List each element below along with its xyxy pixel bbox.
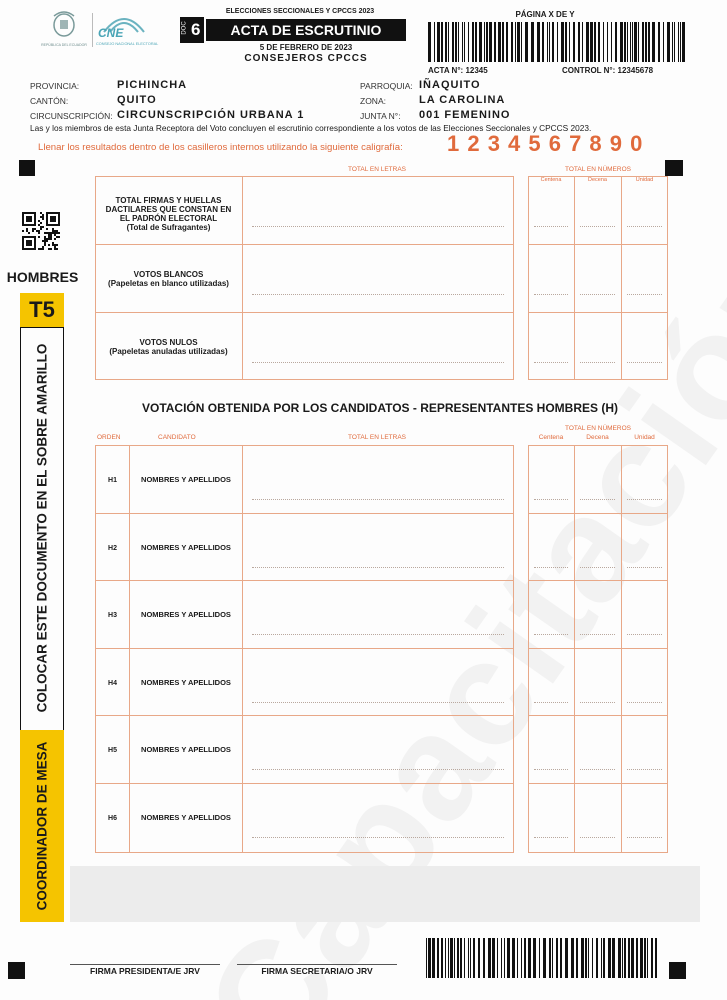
summary-letras-header: TOTAL EN LETRAS	[347, 166, 407, 173]
summary-row-nulos	[97, 338, 240, 356]
letras-input[interactable]	[252, 634, 504, 635]
decena-input[interactable]	[580, 837, 615, 838]
cne-logo-sub: CONSEJO NACIONAL ELECTORAL	[96, 42, 159, 46]
circunscripcion-label: CIRCUNSCRIPCIÓN:	[30, 111, 113, 121]
provincia-label: PROVINCIA:	[30, 81, 80, 91]
sidebar-vertical-top: COLOCAR ESTE DOCUMENTO EN EL SOBRE AMARILLO	[34, 343, 50, 713]
circunscripcion-value: CIRCUNSCRIPCIÓN URBANA 1	[117, 109, 305, 121]
row-line: (Papeletas en blanco utilizadas)	[108, 279, 229, 288]
summary-row-blancos	[97, 270, 240, 288]
decena-input[interactable]	[580, 634, 615, 635]
decena-input[interactable]	[580, 294, 615, 295]
candidate-name: NOMBRES Y APELLIDOS	[141, 475, 231, 484]
unidad-input[interactable]	[627, 226, 662, 227]
seal-caption: REPÚBLICA DEL ECUADOR	[41, 43, 87, 47]
unidad-input[interactable]	[627, 702, 662, 703]
decena-input[interactable]	[580, 499, 615, 500]
centena-input[interactable]	[534, 837, 568, 838]
acta-number	[428, 66, 488, 75]
candidates-centena: Centena	[538, 434, 564, 441]
letras-input[interactable]	[252, 837, 504, 838]
registration-mark	[19, 160, 35, 176]
row-line: VOTOS BLANCOS	[133, 270, 204, 279]
row-line: EL PADRÓN ELECTORAL	[119, 214, 218, 223]
registration-mark	[669, 962, 686, 979]
candidate-order: H2	[108, 544, 117, 552]
page-title: ACTA DE ESCRUTINIO	[206, 19, 406, 41]
letras-input[interactable]	[252, 769, 504, 770]
doc-number: 6	[191, 20, 201, 39]
cne-logo	[96, 12, 159, 50]
control-number	[562, 66, 653, 75]
canton-label: CANTÓN:	[30, 96, 69, 106]
centena-input[interactable]	[534, 634, 568, 635]
candidate-order: H5	[108, 747, 117, 754]
candidates-table	[95, 445, 514, 853]
junta-value: 001 FEMENINO	[419, 109, 511, 121]
candidate-order: H3	[108, 612, 117, 619]
decena-input[interactable]	[580, 769, 615, 770]
unidad-input[interactable]	[627, 567, 662, 568]
candidate-name: NOMBRES Y APELLIDOS	[141, 542, 231, 552]
doc-badge	[180, 17, 204, 43]
control-label: CONTROL N°:	[562, 66, 616, 75]
letras-input[interactable]	[252, 294, 504, 295]
row-line: VOTOS NULOS	[139, 338, 198, 347]
letras-input[interactable]	[252, 499, 504, 500]
decena-input[interactable]	[580, 567, 615, 568]
acta-label: ACTA N°:	[428, 66, 464, 75]
row-line: DACTILARES QUE CONSTAN EN	[105, 205, 232, 214]
candidate-name: NOMBRES Y APELLIDOS	[141, 610, 231, 619]
parroquia-label: PARROQUIA:	[360, 81, 413, 91]
decena-input[interactable]	[580, 226, 615, 227]
barcode-top	[428, 22, 688, 62]
table-code-badge: T5	[20, 293, 64, 327]
zona-value: LA CAROLINA	[419, 94, 506, 106]
candidate-order: H1	[108, 477, 117, 484]
candidates-decena: Decena	[586, 434, 609, 441]
calligraphy-digits: 1 2 3 4 5 6 7 8 9 0	[447, 131, 644, 156]
qr-code	[22, 212, 60, 250]
summary-centena: Centena	[540, 177, 562, 183]
summary-numeros-header: TOTAL EN NÚMEROS	[565, 166, 631, 173]
orden-header: ORDEN	[97, 434, 121, 441]
row-line: TOTAL FIRMAS Y HUELLAS	[115, 196, 222, 205]
sidebar-vertical-bottom: COORDINADOR DE MESA	[34, 741, 50, 911]
centena-input[interactable]	[534, 362, 568, 363]
row-line: (Total de Sufragantes)	[126, 223, 211, 232]
acta-value: 12345	[465, 66, 488, 75]
canton-value: QUITO	[117, 94, 157, 106]
instruction-text: Llenar los resultados dentro de los casilleros internos utilizando la siguiente caligrafía:	[38, 142, 403, 153]
candidates-unidad: Unidad	[634, 434, 655, 441]
decena-input[interactable]	[580, 702, 615, 703]
signature-secretary: FIRMA SECRETARIA/O JRV	[261, 966, 373, 976]
candidate-order: H4	[108, 679, 117, 687]
election-name: ELECCIONES SECCIONALES Y CPCCS 2023	[225, 8, 375, 15]
centena-input[interactable]	[534, 567, 568, 568]
registration-mark	[8, 962, 25, 979]
letras-input[interactable]	[252, 567, 504, 568]
page-indicator: PÁGINA X DE Y	[515, 10, 575, 19]
row-line: (Papeletas anuladas utilizadas)	[109, 347, 228, 356]
decena-input[interactable]	[580, 362, 615, 363]
doc-label: DOC	[181, 21, 188, 35]
candidates-title: VOTACIÓN OBTENIDA POR LOS CANDIDATOS - REPRESENTANTES HOMBRES (H)	[141, 401, 618, 415]
signature-line-secretary[interactable]	[237, 964, 397, 965]
letras-input[interactable]	[252, 226, 504, 227]
category-label: HOMBRES	[6, 269, 79, 285]
cne-logo-text: CNE	[98, 26, 124, 40]
summary-unidad: Unidad	[635, 177, 654, 183]
unidad-input[interactable]	[627, 294, 662, 295]
centena-input[interactable]	[534, 499, 568, 500]
bottom-grey-band	[70, 866, 700, 922]
candidates-letras-header: TOTAL EN LETRAS	[347, 434, 407, 441]
zona-label: ZONA:	[360, 96, 386, 106]
signature-line-president[interactable]	[70, 964, 220, 965]
centena-input[interactable]	[534, 769, 568, 770]
candidate-name: NOMBRES Y APELLIDOS	[141, 745, 231, 754]
election-date: 5 DE FEBRERO DE 2023	[259, 43, 353, 52]
unidad-input[interactable]	[627, 499, 662, 500]
centena-input[interactable]	[534, 294, 568, 295]
candidate-order: H6	[108, 814, 117, 822]
unidad-input[interactable]	[627, 769, 662, 770]
ecuador-seal-logo	[40, 10, 88, 50]
page-subtitle: CONSEJEROS CPCCS	[244, 53, 368, 64]
centena-input[interactable]	[534, 702, 568, 703]
candidates-numbers-table	[528, 445, 668, 853]
barcode-bottom	[426, 938, 660, 978]
unidad-input[interactable]	[627, 362, 662, 363]
provincia-value: PICHINCHA	[117, 79, 188, 91]
letras-input[interactable]	[252, 362, 504, 363]
unidad-input[interactable]	[627, 837, 662, 838]
control-value: 12345678	[617, 66, 654, 75]
intro-text: Las y los miembros de esta Junta Receptora del Voto concluyen el escrutinio correspondiente a los votos de las Elecciones Seccionales y CPCCS 2023.	[30, 123, 592, 133]
summary-numbers-table	[528, 176, 668, 380]
junta-label: JUNTA N°:	[360, 111, 401, 121]
parroquia-value: IÑAQUITO	[419, 79, 481, 91]
summary-decena: Decena	[588, 177, 607, 183]
signature-president: FIRMA PRESIDENTA/E JRV	[90, 966, 200, 976]
candidato-header: CANDIDATO	[158, 434, 196, 441]
unidad-input[interactable]	[627, 634, 662, 635]
candidates-numeros-header: TOTAL EN NÚMEROS	[565, 425, 631, 432]
letras-input[interactable]	[252, 702, 504, 703]
candidate-name: NOMBRES Y APELLIDOS	[141, 812, 231, 822]
summary-row-sufragantes	[97, 196, 240, 232]
logo-divider	[92, 13, 93, 47]
candidate-name: NOMBRES Y APELLIDOS	[141, 677, 231, 687]
centena-input[interactable]	[534, 226, 568, 227]
